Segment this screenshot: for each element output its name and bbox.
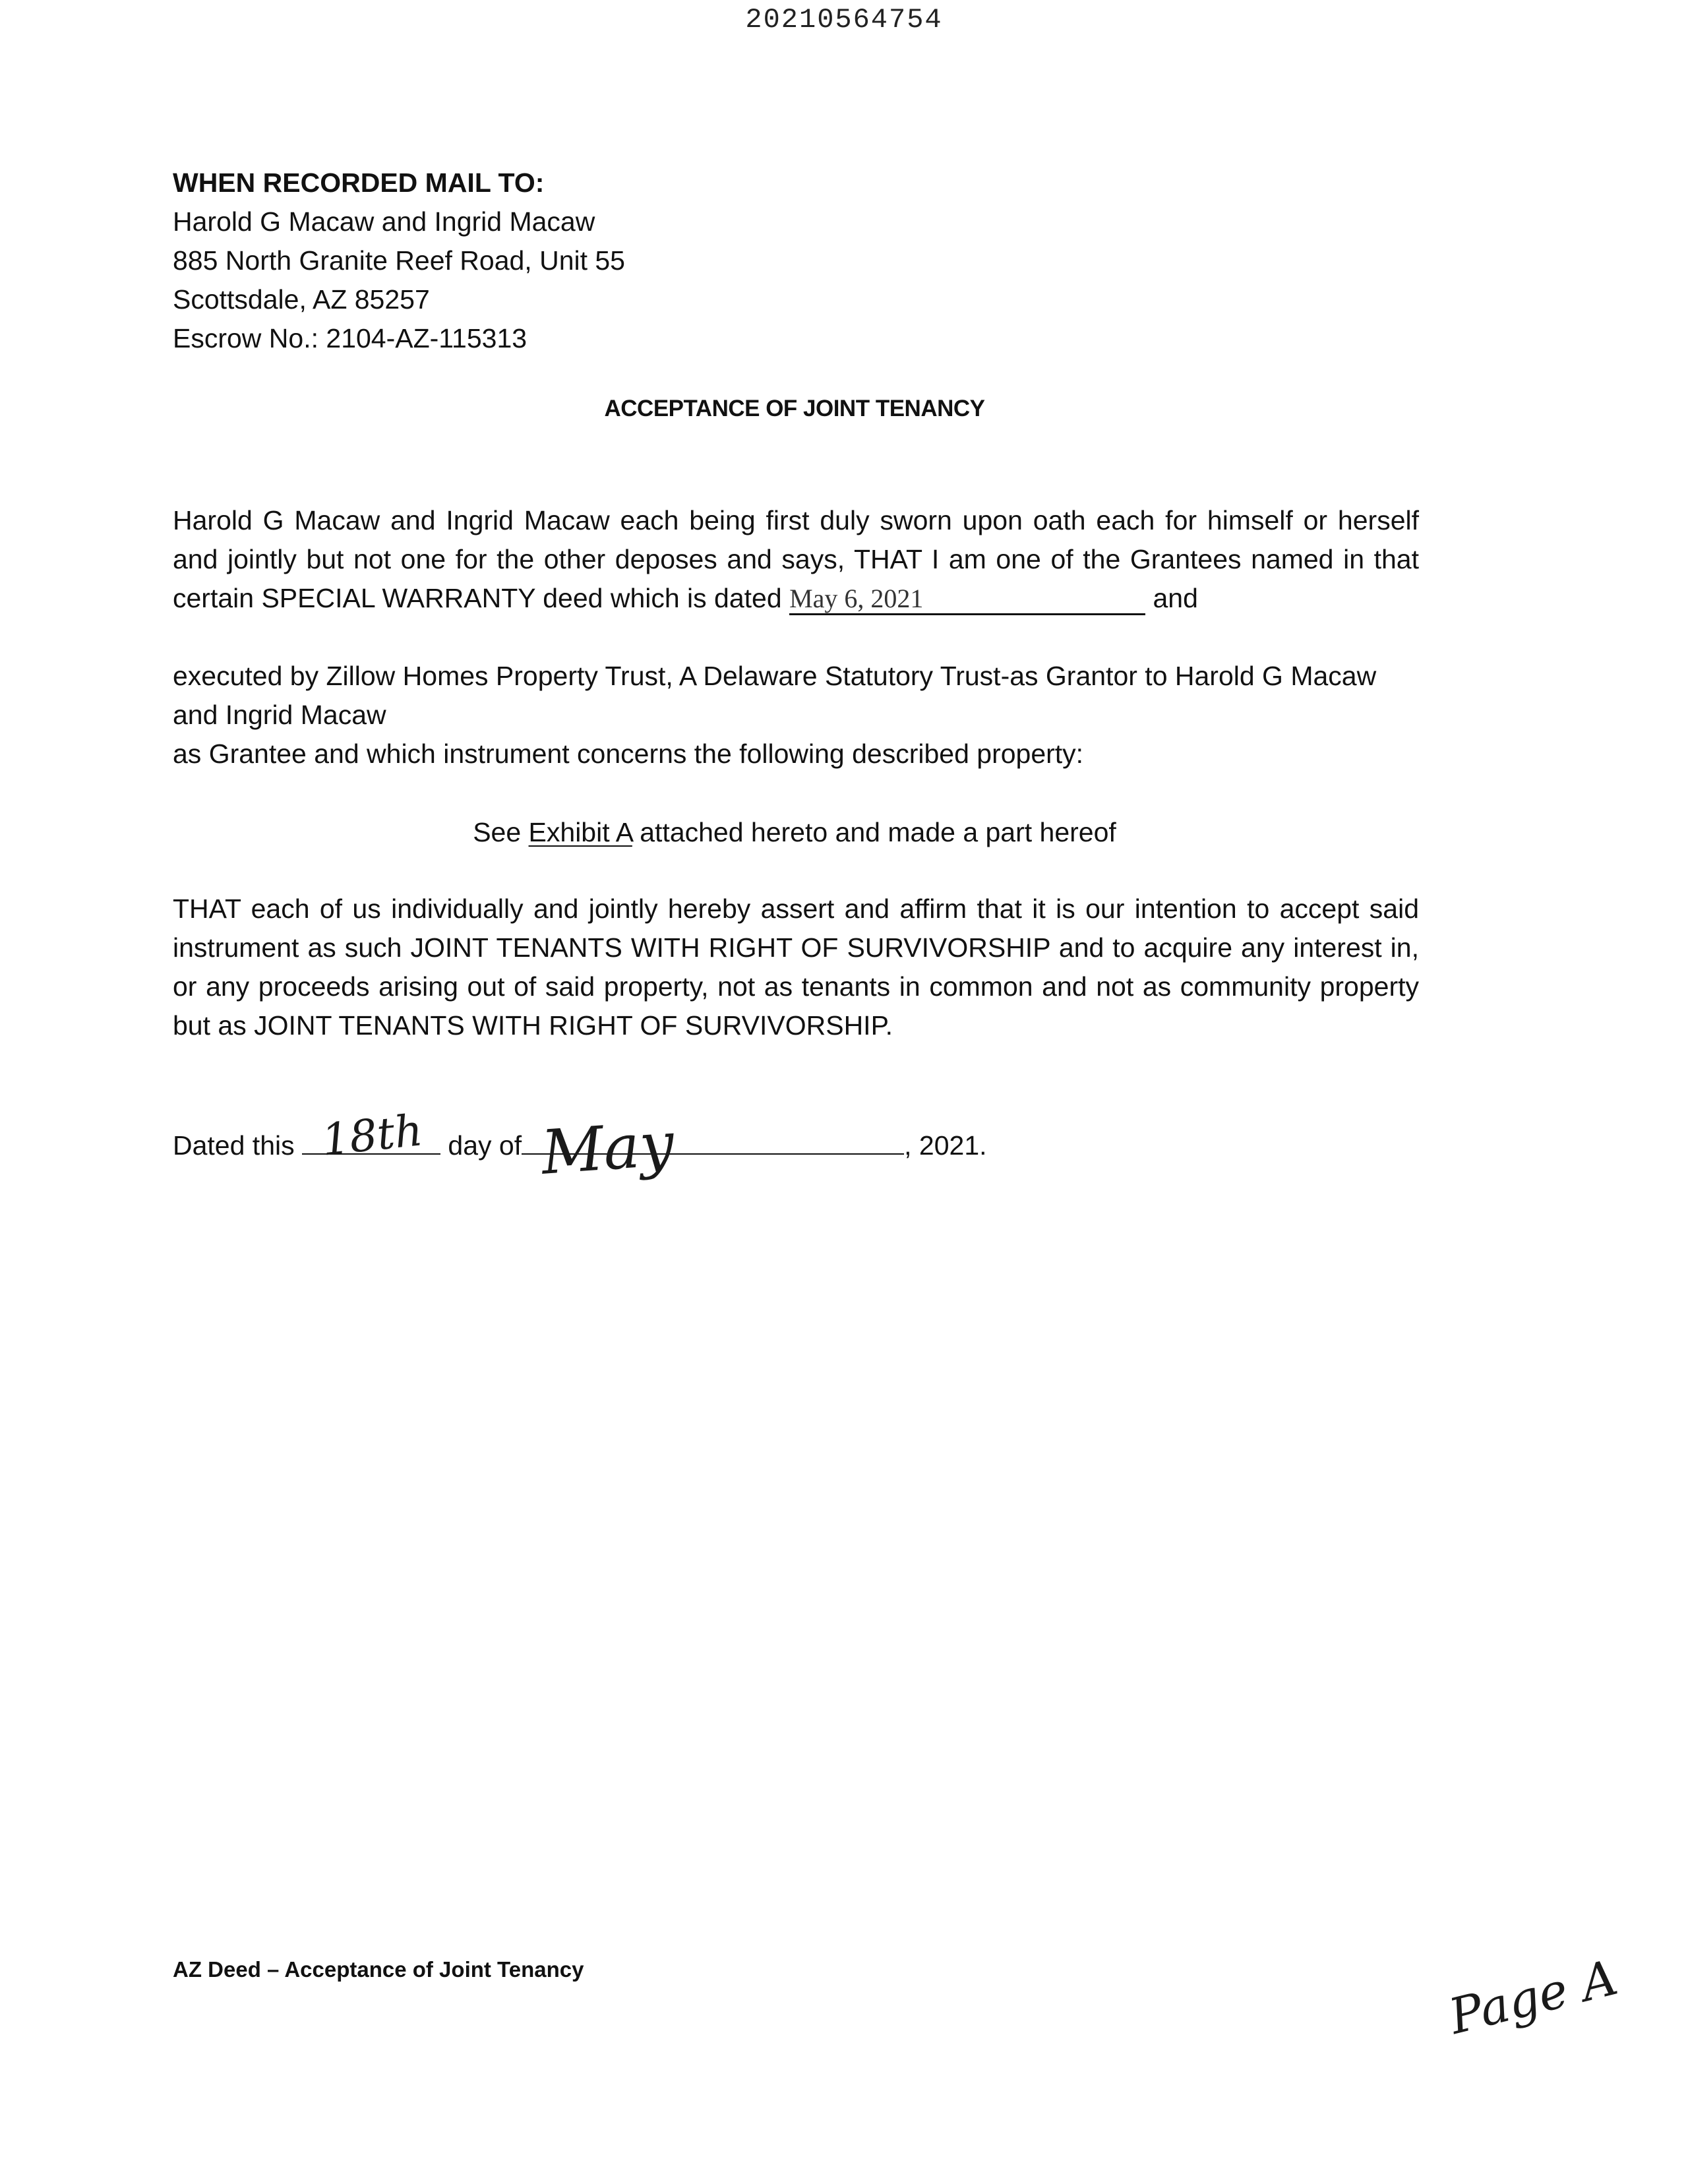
exhibit-line xyxy=(0,813,1589,852)
handwritten-month: May xyxy=(539,1108,677,1188)
grantor-line: executed by Zillow Homes Property Trust, A Delaware Statutory Trust-as Grantor to Harold G Macaw and Ingrid Macaw xyxy=(173,661,1377,730)
exhibit-a-reference: Exhibit A xyxy=(528,817,632,847)
deed-date-field: May 6, 2021 xyxy=(789,584,1145,615)
mail-to-address-line2: Scottsdale, AZ 85257 xyxy=(173,284,430,315)
day-blank xyxy=(302,1105,440,1166)
handwritten-page-mark: Page A xyxy=(1443,1949,1623,2046)
affidavit-paragraph xyxy=(173,501,1419,618)
footer-label: AZ Deed – Acceptance of Joint Tenancy xyxy=(173,1957,584,1982)
handwritten-day: 18th xyxy=(319,1105,425,1166)
mail-to-heading: WHEN RECORDED MAIL TO: xyxy=(173,167,545,198)
dated-year: , 2021. xyxy=(904,1130,987,1161)
dated-prefix: Dated this xyxy=(173,1130,295,1161)
affidavit-text: Harold G Macaw and Ingrid Macaw each being first duly sworn upon oath each for himself or herself and jointly but not one for the other deposes and says, THAT I am one of the Grantees named in that certain SPECIAL WARRANTY deed which is dated xyxy=(173,505,1419,613)
grantee-line: as Grantee and which instrument concerns the following described property: xyxy=(173,739,1084,769)
grantor-paragraph xyxy=(173,657,1419,774)
mail-to-name: Harold G Macaw and Ingrid Macaw xyxy=(173,206,595,237)
month-blank xyxy=(522,1108,904,1188)
exhibit-prefix: See xyxy=(473,817,522,847)
mail-to-address-line1: 885 North Granite Reef Road, Unit 55 xyxy=(173,245,625,276)
dated-line xyxy=(173,1105,987,1188)
escrow-number: Escrow No.: 2104-AZ-115313 xyxy=(173,323,528,353)
dated-middle: day of xyxy=(448,1130,522,1161)
affidavit-and: and xyxy=(1153,583,1198,613)
joint-tenancy-paragraph: THAT each of us individually and jointly hereby assert and affirm that it is our intention to accept said instrument as such JOINT TENANTS WITH RIGHT OF SURVIVORSHIP and to acquire any interest in, or any proceeds arising out of said property, not as tenants in common and not as community property but as JOINT TENANTS WITH RIGHT OF SURVIVORSHIP. xyxy=(173,894,1419,1041)
exhibit-suffix: attached hereto and made a part hereof xyxy=(640,817,1116,847)
recording-number: 20210564754 xyxy=(745,4,943,36)
document-title: ACCEPTANCE OF JOINT TENANCY xyxy=(604,396,985,421)
mail-to-block xyxy=(173,164,625,358)
